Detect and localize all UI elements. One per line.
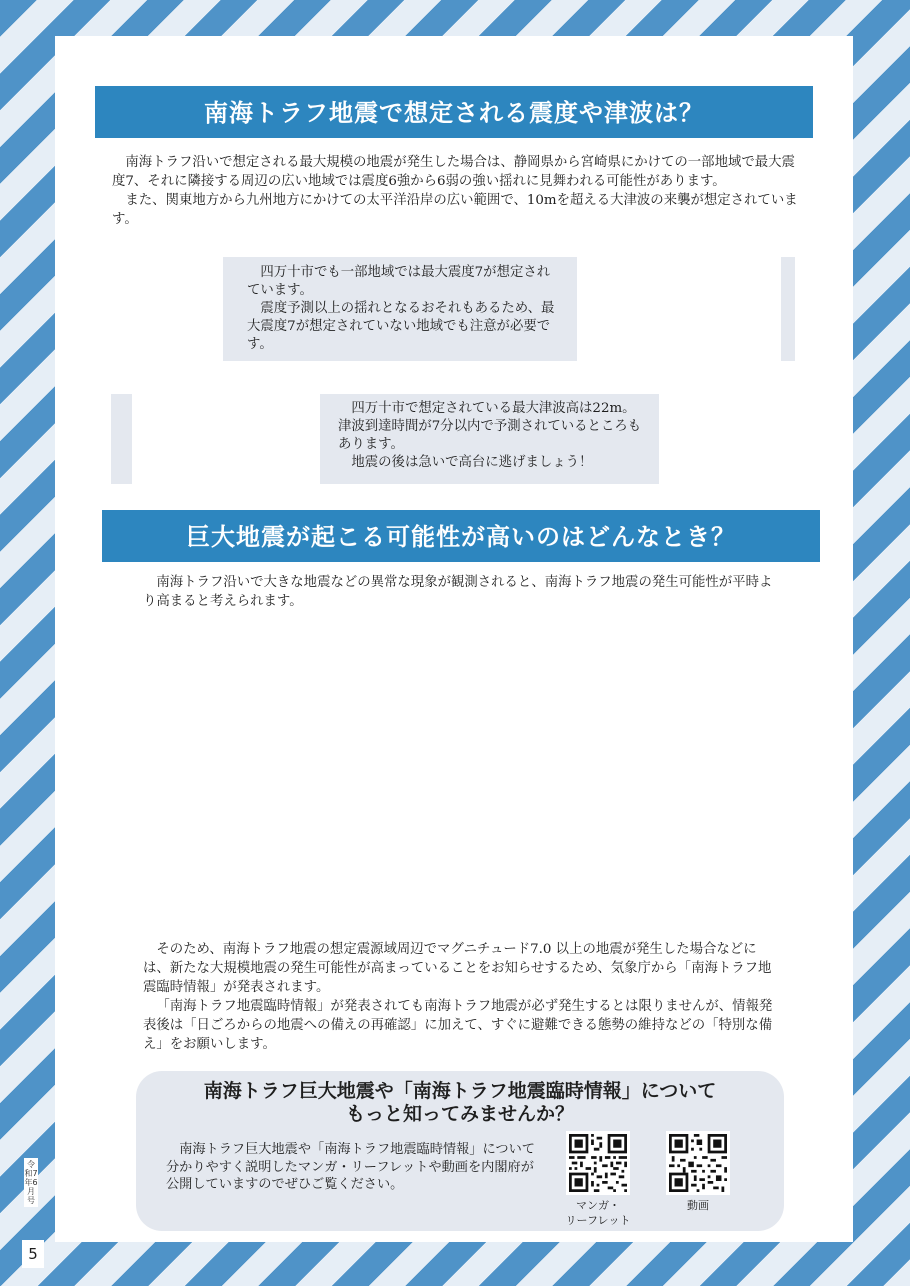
more-info-title-line-1: 南海トラフ巨大地震や「南海トラフ地震臨時情報」について bbox=[203, 1080, 717, 1102]
qr-code-icon bbox=[669, 1134, 727, 1192]
qr-code-manga-leaflet[interactable] bbox=[566, 1131, 630, 1195]
more-info-body: 南海トラフ巨大地震や「南海トラフ地震臨時情報」について分かりやすく説明したマンガ・リーフレットや動画を内閣府が公開していますのでぜひご覧ください。 bbox=[166, 1142, 535, 1192]
callout2-paragraph-2: 地震の後は急いで高台に逃げましょう！ bbox=[351, 455, 593, 470]
callout-shimanto-intensity bbox=[223, 257, 577, 361]
qr-caption-manga-leaflet bbox=[550, 1198, 646, 1228]
page-number: 5 bbox=[22, 1240, 44, 1268]
callout-shimanto-tsunami bbox=[320, 394, 659, 484]
mid-text bbox=[143, 573, 783, 611]
section-heading-shaking-tsunami: 南海トラフ地震で想定される震度や津波は？ bbox=[95, 86, 813, 138]
more-info-title-line-2: もっと知ってみませんか？ bbox=[345, 1103, 574, 1125]
section-heading-high-probability: 巨大地震が起こる可能性が高いのはどんなとき？ bbox=[102, 510, 820, 562]
qr-caption-line-1: マンガ・ bbox=[576, 1199, 620, 1212]
callout1-paragraph-1: 四万十市でも一部地域では最大震度7が想定されています。 bbox=[247, 265, 551, 298]
more-info-title bbox=[136, 1080, 784, 1126]
intro-text bbox=[112, 153, 802, 229]
callout-side-strip bbox=[111, 394, 132, 484]
qr-caption-video: 動画 bbox=[687, 1199, 709, 1212]
qr-code-icon bbox=[569, 1134, 627, 1192]
callout-side-strip bbox=[781, 257, 795, 361]
intro-paragraph-1: 南海トラフ沿いで想定される最大規模の地震が発生した場合は、静岡県から宮崎県にかけての一部地域で最大震度7、それに隣接する周辺の広い地域では震度6強から6弱の強い揺れに見舞われる可能性があります。 bbox=[112, 155, 795, 189]
qr-code-video[interactable] bbox=[666, 1131, 730, 1195]
more-info-panel bbox=[136, 1071, 784, 1231]
issue-label: 令和7年6月号 bbox=[24, 1160, 38, 1205]
callout2-paragraph-1: 四万十市で想定されている最大津波高は22m。津波到達時間が7分以内で予測されているところもあります。 bbox=[338, 401, 642, 452]
qr-caption-line-2: リーフレット bbox=[565, 1214, 631, 1227]
intro-paragraph-2: また、関東地方から九州地方にかけての太平洋沿岸の広い範囲で、10mを超える大津波の来襲が想定されています。 bbox=[112, 193, 798, 227]
mid-paragraph-1: 南海トラフ沿いで大きな地震などの異常な現象が観測されると、南海トラフ地震の発生可能性が平時より高まると考えられます。 bbox=[143, 575, 773, 609]
lower-paragraph-1: そのため、南海トラフ地震の想定震源域周辺でマグニチュード7.0 以上の地震が発生した場合などには、新たな大規模地震の発生可能性が高まっていることをお知らせするため、気象庁から「南海トラフ地震臨時情報」が発表されます。 bbox=[143, 942, 772, 995]
lower-text bbox=[143, 940, 783, 1054]
lower-paragraph-2: 「南海トラフ地震臨時情報」が発表されても南海トラフ地震が必ず発生するとは限りませんが、情報発表後は「日ごろからの地震への備えの再確認」に加えて、すぐに避難できる態勢の維持などの「特別な備え」をお願いします。 bbox=[143, 999, 773, 1052]
callout1-paragraph-2: 震度予測以上の揺れとなるおそれもあるため、最大震度7が想定されていない地域でも注意が必要です。 bbox=[247, 301, 555, 352]
